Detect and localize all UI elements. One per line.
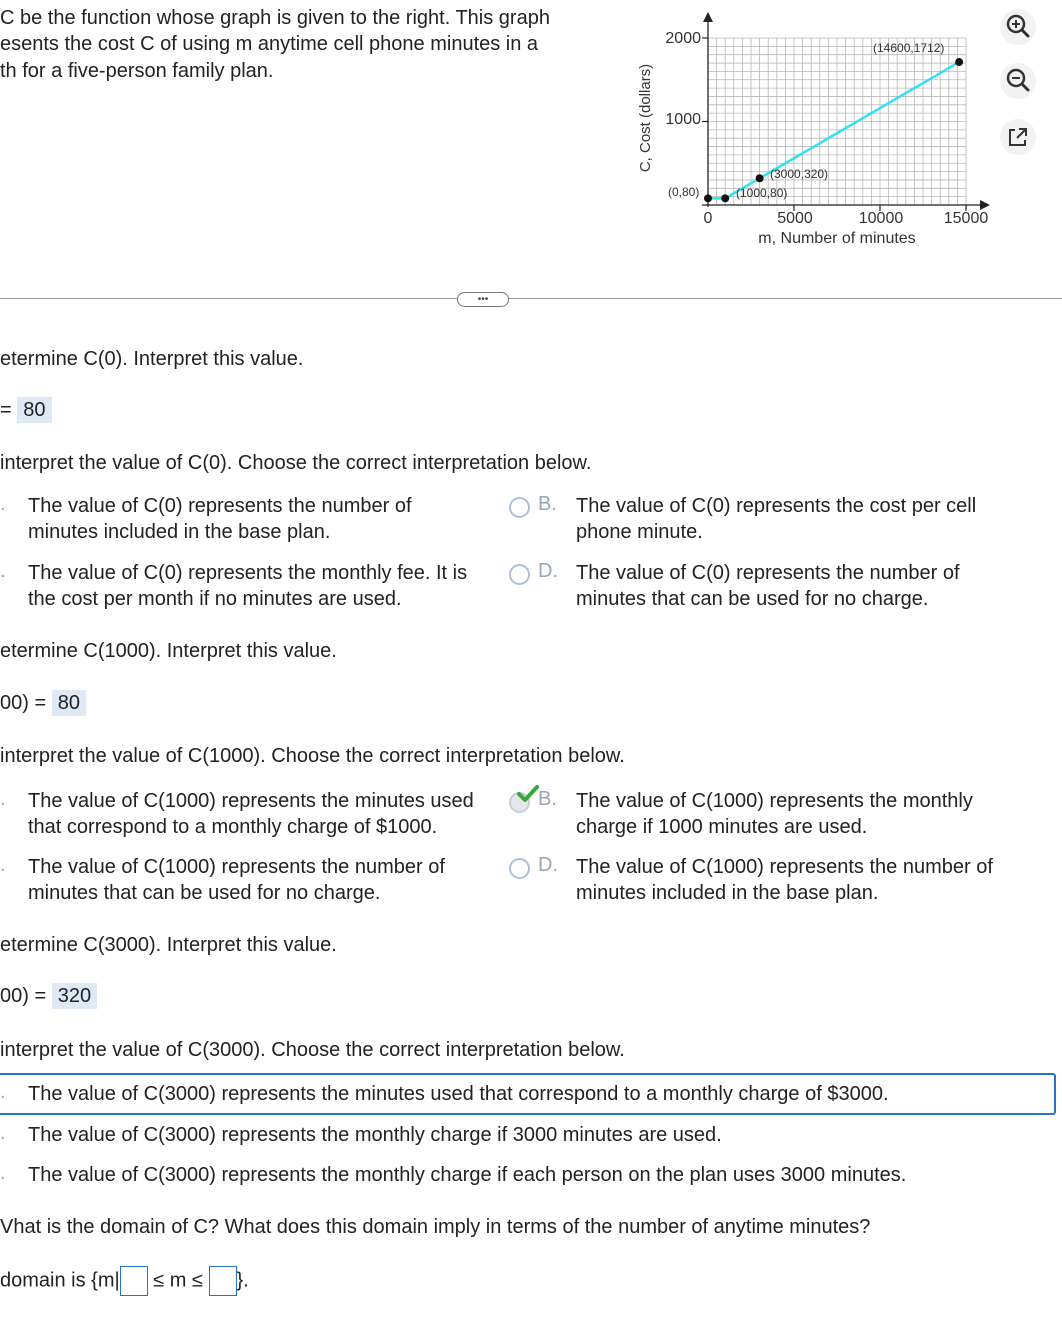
data-point: [955, 58, 963, 66]
q1-choice-b[interactable]: [576, 493, 976, 545]
q3-b-letter: .: [0, 1122, 6, 1144]
data-point: [756, 174, 764, 182]
q2-interp-prompt: interpret the value of C(1000). Choose the correct interpretation below.: [0, 745, 625, 767]
q1-a-letter: .: [0, 493, 6, 515]
y-tick-2000: 2000: [665, 30, 701, 47]
q4-domain-row: [0, 1266, 249, 1296]
intro-line-1: C be the function whose graph is given to the right. This graph: [0, 7, 550, 29]
q3-choice-a[interactable]: The value of C(3000) represents the minutes used that correspond to a monthly charge of $3000.: [28, 1083, 889, 1105]
q2-prompt: etermine C(1000). Interpret this value.: [0, 640, 337, 662]
q4-domain-prefix: domain is {m|: [0, 1269, 120, 1292]
q2-choice-b[interactable]: [576, 788, 973, 840]
q2-choice-d[interactable]: [576, 854, 993, 906]
checkmark-icon: [517, 785, 539, 803]
cost-graph: [620, 0, 1020, 260]
q3-a-letter: .: [0, 1081, 6, 1103]
q1-d-radio[interactable]: [509, 564, 530, 585]
q3-prompt: etermine C(3000). Interpret this value.: [0, 934, 337, 956]
q2-c-line2: minutes that can be used for no charge.: [28, 882, 381, 904]
q2-a-line2: that correspond to a monthly charge of $1000.: [28, 816, 438, 838]
zoom-in-icon: [1000, 9, 1036, 45]
graph-axes: [702, 12, 990, 211]
q1-b-radio[interactable]: [509, 497, 530, 518]
q4-domain-suffix: }.: [236, 1269, 249, 1292]
point-label-1000-80: (1000,80): [736, 186, 788, 200]
q2-d-line2: minutes included in the base plan.: [576, 882, 879, 904]
q1-d-line1: The value of C(0) represents the number of: [576, 562, 960, 584]
section-divider: [0, 298, 1062, 299]
point-label-3000-320: (3000,320): [770, 167, 829, 181]
q1-eq-prefix: =: [0, 399, 12, 421]
q1-answer[interactable]: 80: [17, 397, 51, 423]
x-tick-0: 0: [703, 210, 713, 227]
q2-b-letter: B.: [538, 788, 557, 810]
q1-prompt: etermine C(0). Interpret this value.: [0, 348, 304, 370]
y-tick-1000: 1000: [665, 111, 701, 128]
x-axis-arrow: [980, 200, 990, 210]
q1-b-line1: The value of C(0) represents the cost per cell: [576, 495, 977, 517]
q3-choice-c[interactable]: The value of C(3000) represents the monthly charge if each person on the plan uses 3000 minutes.: [28, 1164, 907, 1186]
intro-line-3: th for a five-person family plan.: [0, 60, 274, 82]
x-axis-label: m, Number of minutes: [758, 230, 916, 247]
q1-c-line2: the cost per month if no minutes are used.: [28, 588, 402, 610]
q4-prompt: Vhat is the domain of C? What does this domain imply in terms of the number of anytime minutes?: [0, 1216, 871, 1238]
x-tick-15000: 15000: [943, 210, 989, 227]
domain-upper-input[interactable]: [209, 1266, 237, 1296]
q1-choice-d[interactable]: [576, 560, 960, 612]
q2-equation: [0, 692, 86, 715]
q2-choice-c[interactable]: [28, 854, 445, 906]
zoom-out-icon: [1000, 63, 1036, 99]
q1-a-line2: minutes included in the base plan.: [28, 521, 331, 543]
q2-c-line1: The value of C(1000) represents the number of: [28, 856, 445, 878]
domain-lower-input[interactable]: [120, 1266, 148, 1296]
q1-c-letter: .: [0, 560, 6, 582]
q3-choice-b[interactable]: The value of C(3000) represents the monthly charge if 3000 minutes are used.: [28, 1124, 722, 1146]
q1-choice-c[interactable]: [28, 560, 467, 612]
y-axis-label: C, Cost (dollars): [637, 63, 654, 173]
popout-button[interactable]: [1000, 119, 1036, 155]
q1-c-line1: The value of C(0) represents the monthly fee. It is: [28, 562, 468, 584]
x-tick-10000: 10000: [858, 210, 904, 227]
point-label-14600-1712: (14600,1712): [873, 41, 945, 55]
q3-interp-prompt: interpret the value of C(3000). Choose the correct interpretation below.: [0, 1039, 625, 1061]
q1-equation: [0, 399, 52, 422]
q2-b-line1: The value of C(1000) represents the monthly: [576, 790, 973, 812]
zoom-out-button[interactable]: [1000, 63, 1036, 99]
graph-grid: [708, 38, 966, 205]
q2-answer[interactable]: 80: [52, 690, 86, 716]
point-label-0-80: (0,80): [668, 185, 700, 199]
q1-d-line2: minutes that can be used for no charge.: [576, 588, 929, 610]
data-point: [704, 194, 712, 202]
q3-c-letter: .: [0, 1162, 6, 1184]
q2-eq-prefix: 00) =: [0, 692, 47, 714]
q4-domain-mid: ≤ m ≤: [153, 1269, 203, 1292]
external-link-icon: [1000, 119, 1036, 155]
q2-d-line1: The value of C(1000) represents the number of: [576, 856, 993, 878]
q3-equation: [0, 985, 97, 1008]
q3-eq-prefix: 00) =: [0, 985, 47, 1007]
q2-d-radio[interactable]: [509, 858, 530, 879]
q1-choice-a[interactable]: [28, 493, 412, 545]
zoom-in-button[interactable]: [1000, 9, 1036, 45]
q2-c-letter: .: [0, 854, 6, 876]
data-point: [721, 194, 729, 202]
q2-a-letter: .: [0, 788, 6, 810]
q1-a-line1: The value of C(0) represents the number of: [28, 495, 412, 517]
q2-choice-a[interactable]: [28, 788, 474, 840]
q2-a-line1: The value of C(1000) represents the minutes used: [28, 790, 474, 812]
q3-answer[interactable]: 320: [52, 983, 97, 1009]
x-tick-5000: 5000: [777, 210, 813, 227]
q2-d-letter: D.: [538, 854, 558, 876]
q2-b-line2: charge if 1000 minutes are used.: [576, 816, 868, 838]
intro-line-2: esents the cost C of using m anytime cell phone minutes in a: [0, 33, 539, 55]
q1-b-letter: B.: [538, 493, 557, 515]
expand-more-button[interactable]: •••: [457, 292, 509, 307]
q1-d-letter: D.: [538, 560, 558, 582]
y-axis-arrow: [703, 12, 713, 22]
q1-b-line2: phone minute.: [576, 521, 703, 543]
q1-interp-prompt: interpret the value of C(0). Choose the correct interpretation below.: [0, 452, 592, 474]
